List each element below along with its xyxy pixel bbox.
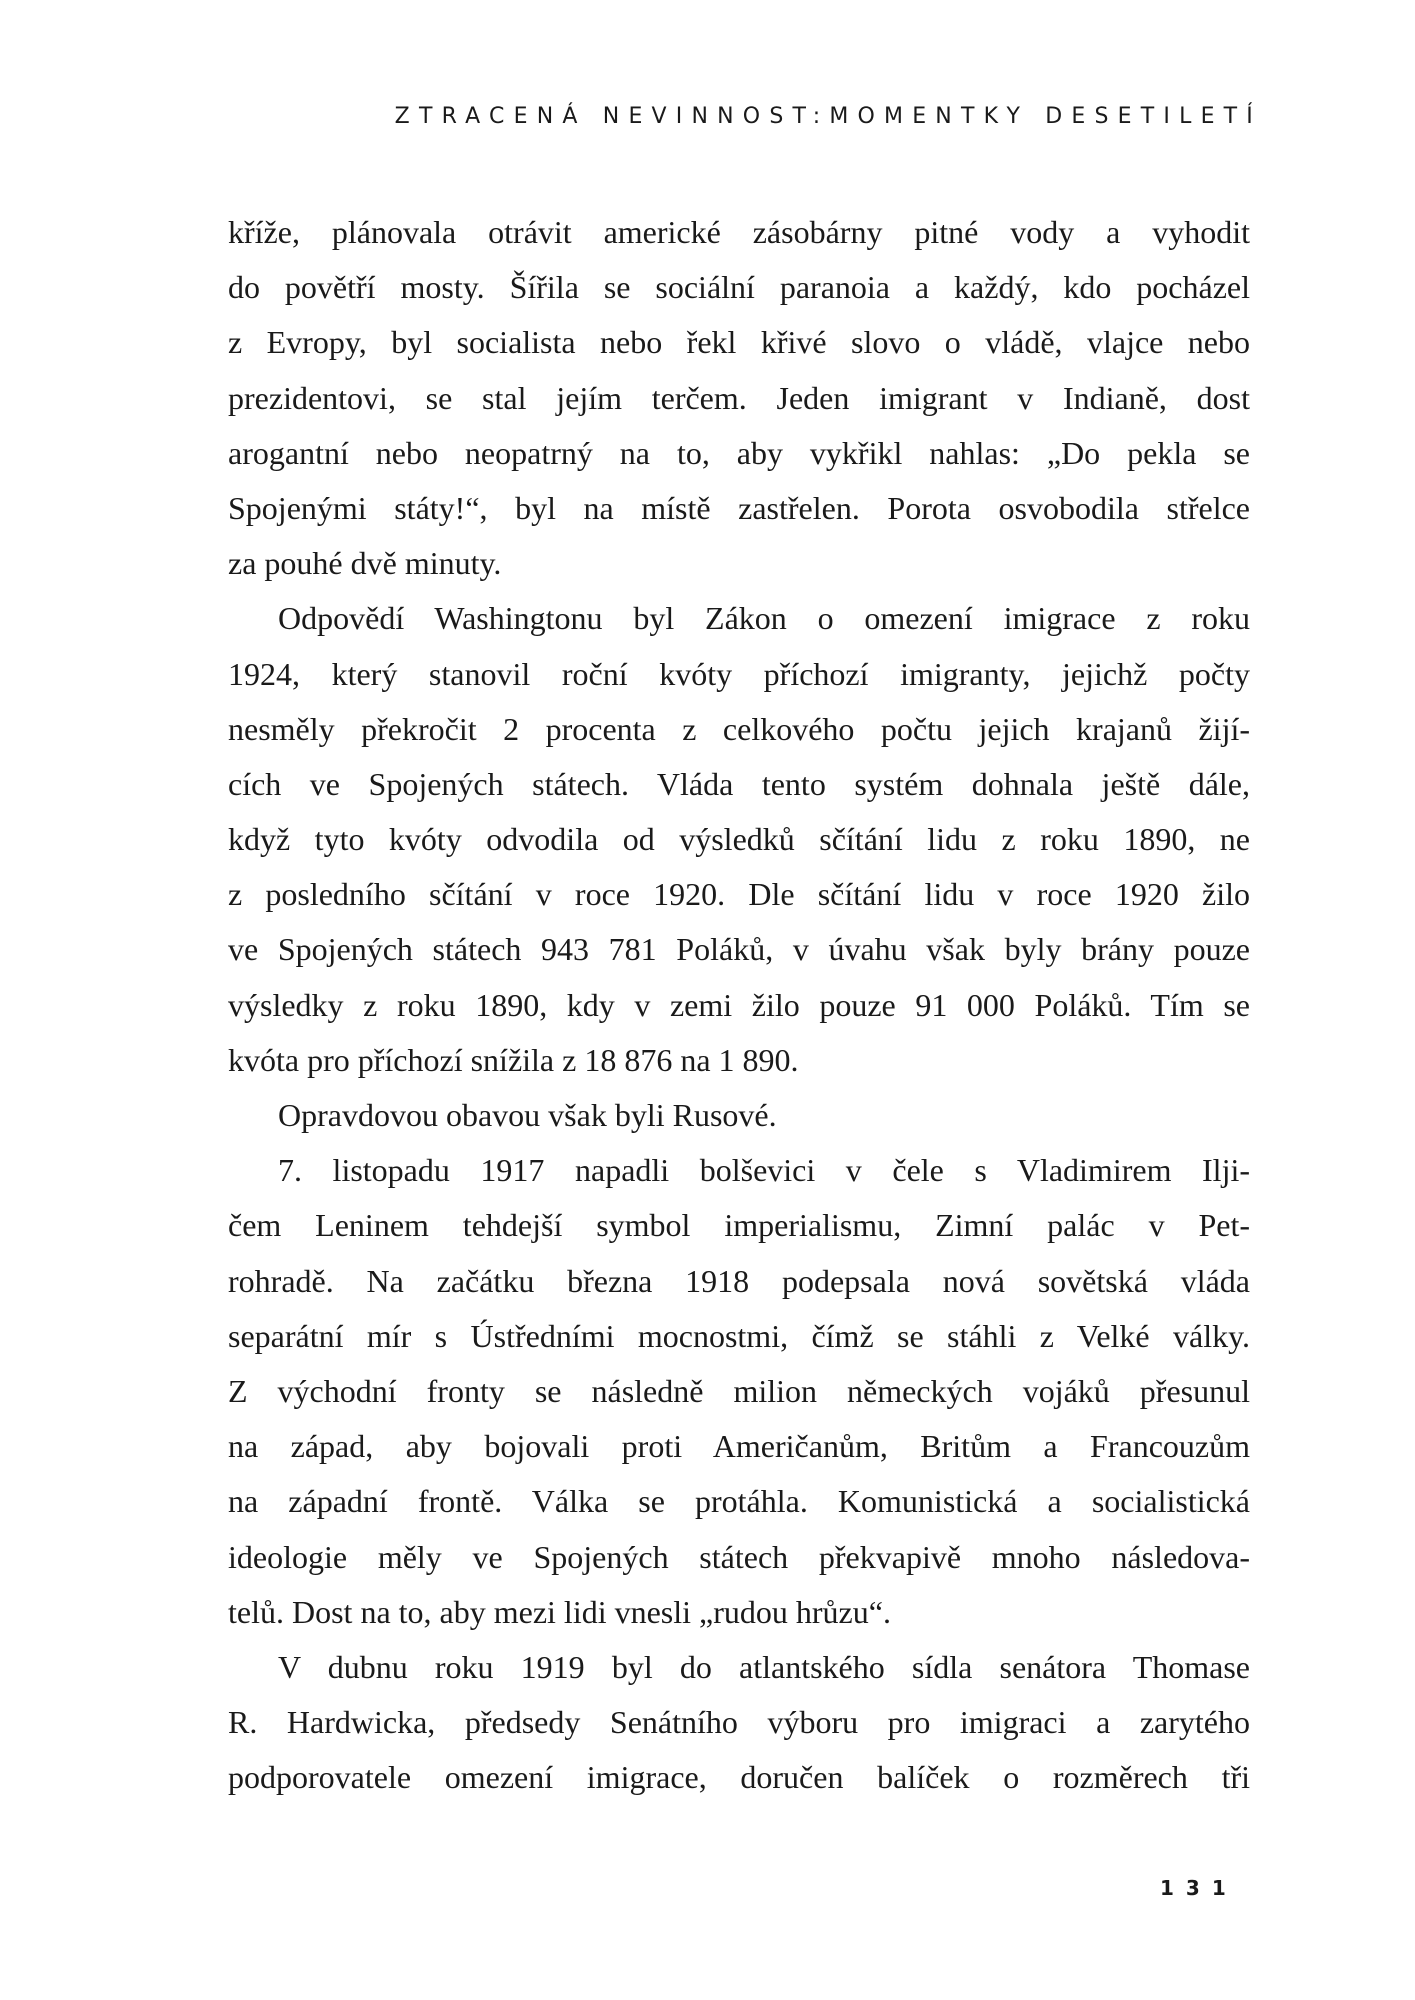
text-line: telů. Dost na to, aby mezi lidi vnesli „rudou hrůzu“. <box>228 1593 891 1630</box>
body-text <box>228 205 1250 1805</box>
text-line: když tyto kvóty odvodila od výsledků sčítání lidu z roku 1890, ne <box>228 821 1250 858</box>
text-line: V dubnu roku 1919 byl do atlantského sídla senátora Thomase <box>278 1648 1250 1685</box>
text-line: do povětří mosty. Šířila se sociální paranoia a každý, kdo pocházel <box>228 269 1250 306</box>
text-line: za pouhé dvě minuty. <box>228 545 502 582</box>
text-line: kvóta pro příchozí snížila z 18 876 na 1 890. <box>228 1041 799 1078</box>
text-line: arogantní nebo neopatrný na to, aby vykřikl nahlas: „Do pekla se <box>228 434 1250 471</box>
text-line: cích ve Spojených státech. Vláda tento systém dohnala ještě dále, <box>228 765 1250 802</box>
text-line: R. Hardwicka, předsedy Senátního výboru pro imigraci a zarytého <box>228 1704 1250 1741</box>
page-number: 131 <box>1160 1876 1238 1900</box>
text-line: z Evropy, byl socialista nebo řekl křivé slovo o vládě, vlajce nebo <box>228 324 1250 361</box>
text-line: z posledního sčítání v roce 1920. Dle sčítání lidu v roce 1920 žilo <box>228 876 1250 913</box>
text-line: 1924, který stanovil roční kvóty příchozí imigranty, jejichž počty <box>228 655 1250 692</box>
text-line: Opravdovou obavou však byli Rusové. <box>278 1097 777 1133</box>
text-line: podporovatele omezení imigrace, doručen balíček o rozměrech tři <box>228 1759 1250 1796</box>
running-head: ZTRACENÁ NEVINNOST:MOMENTKY DESETILETÍ <box>394 104 1262 129</box>
text-line: výsledky z roku 1890, kdy v zemi žilo pouze 91 000 Poláků. Tím se <box>228 986 1250 1023</box>
text-line: 7. listopadu 1917 napadli bolševici v čele s Vladimirem Ilji- <box>278 1152 1250 1189</box>
text-line: separátní mír s Ústředními mocnostmi, čímž se stáhli z Velké války. <box>228 1317 1250 1354</box>
text-line: nesměly překročit 2 procenta z celkového počtu jejich krajanů žijí- <box>228 710 1250 747</box>
text-line: ve Spojených státech 943 781 Poláků, v úvahu však byly brány pouze <box>228 931 1250 968</box>
text-line: Z východní fronty se následně milion německých vojáků přesunul <box>228 1372 1250 1409</box>
text-line: rohradě. Na začátku března 1918 podepsala nová sovětská vláda <box>228 1262 1250 1299</box>
text-line: na západ, aby bojovali proti Američanům, Britům a Francouzům <box>228 1428 1250 1465</box>
text-line: ideologie měly ve Spojených státech překvapivě mnoho následova- <box>228 1538 1250 1575</box>
text-line: na západní frontě. Válka se protáhla. Komunistická a socialistická <box>228 1483 1250 1520</box>
text-line: kříže, plánovala otrávit americké zásobárny pitné vody a vyhodit <box>228 214 1250 250</box>
text-line: Spojenými státy!“, byl na místě zastřelen. Porota osvobodila střelce <box>228 489 1250 526</box>
text-line: čem Leninem tehdejší symbol imperialismu, Zimní palác v Pet- <box>228 1207 1250 1244</box>
text-line: prezidentovi, se stal jejím terčem. Jeden imigrant v Indianě, dost <box>228 379 1250 416</box>
text-line: Odpovědí Washingtonu byl Zákon o omezení imigrace z roku <box>278 600 1250 637</box>
